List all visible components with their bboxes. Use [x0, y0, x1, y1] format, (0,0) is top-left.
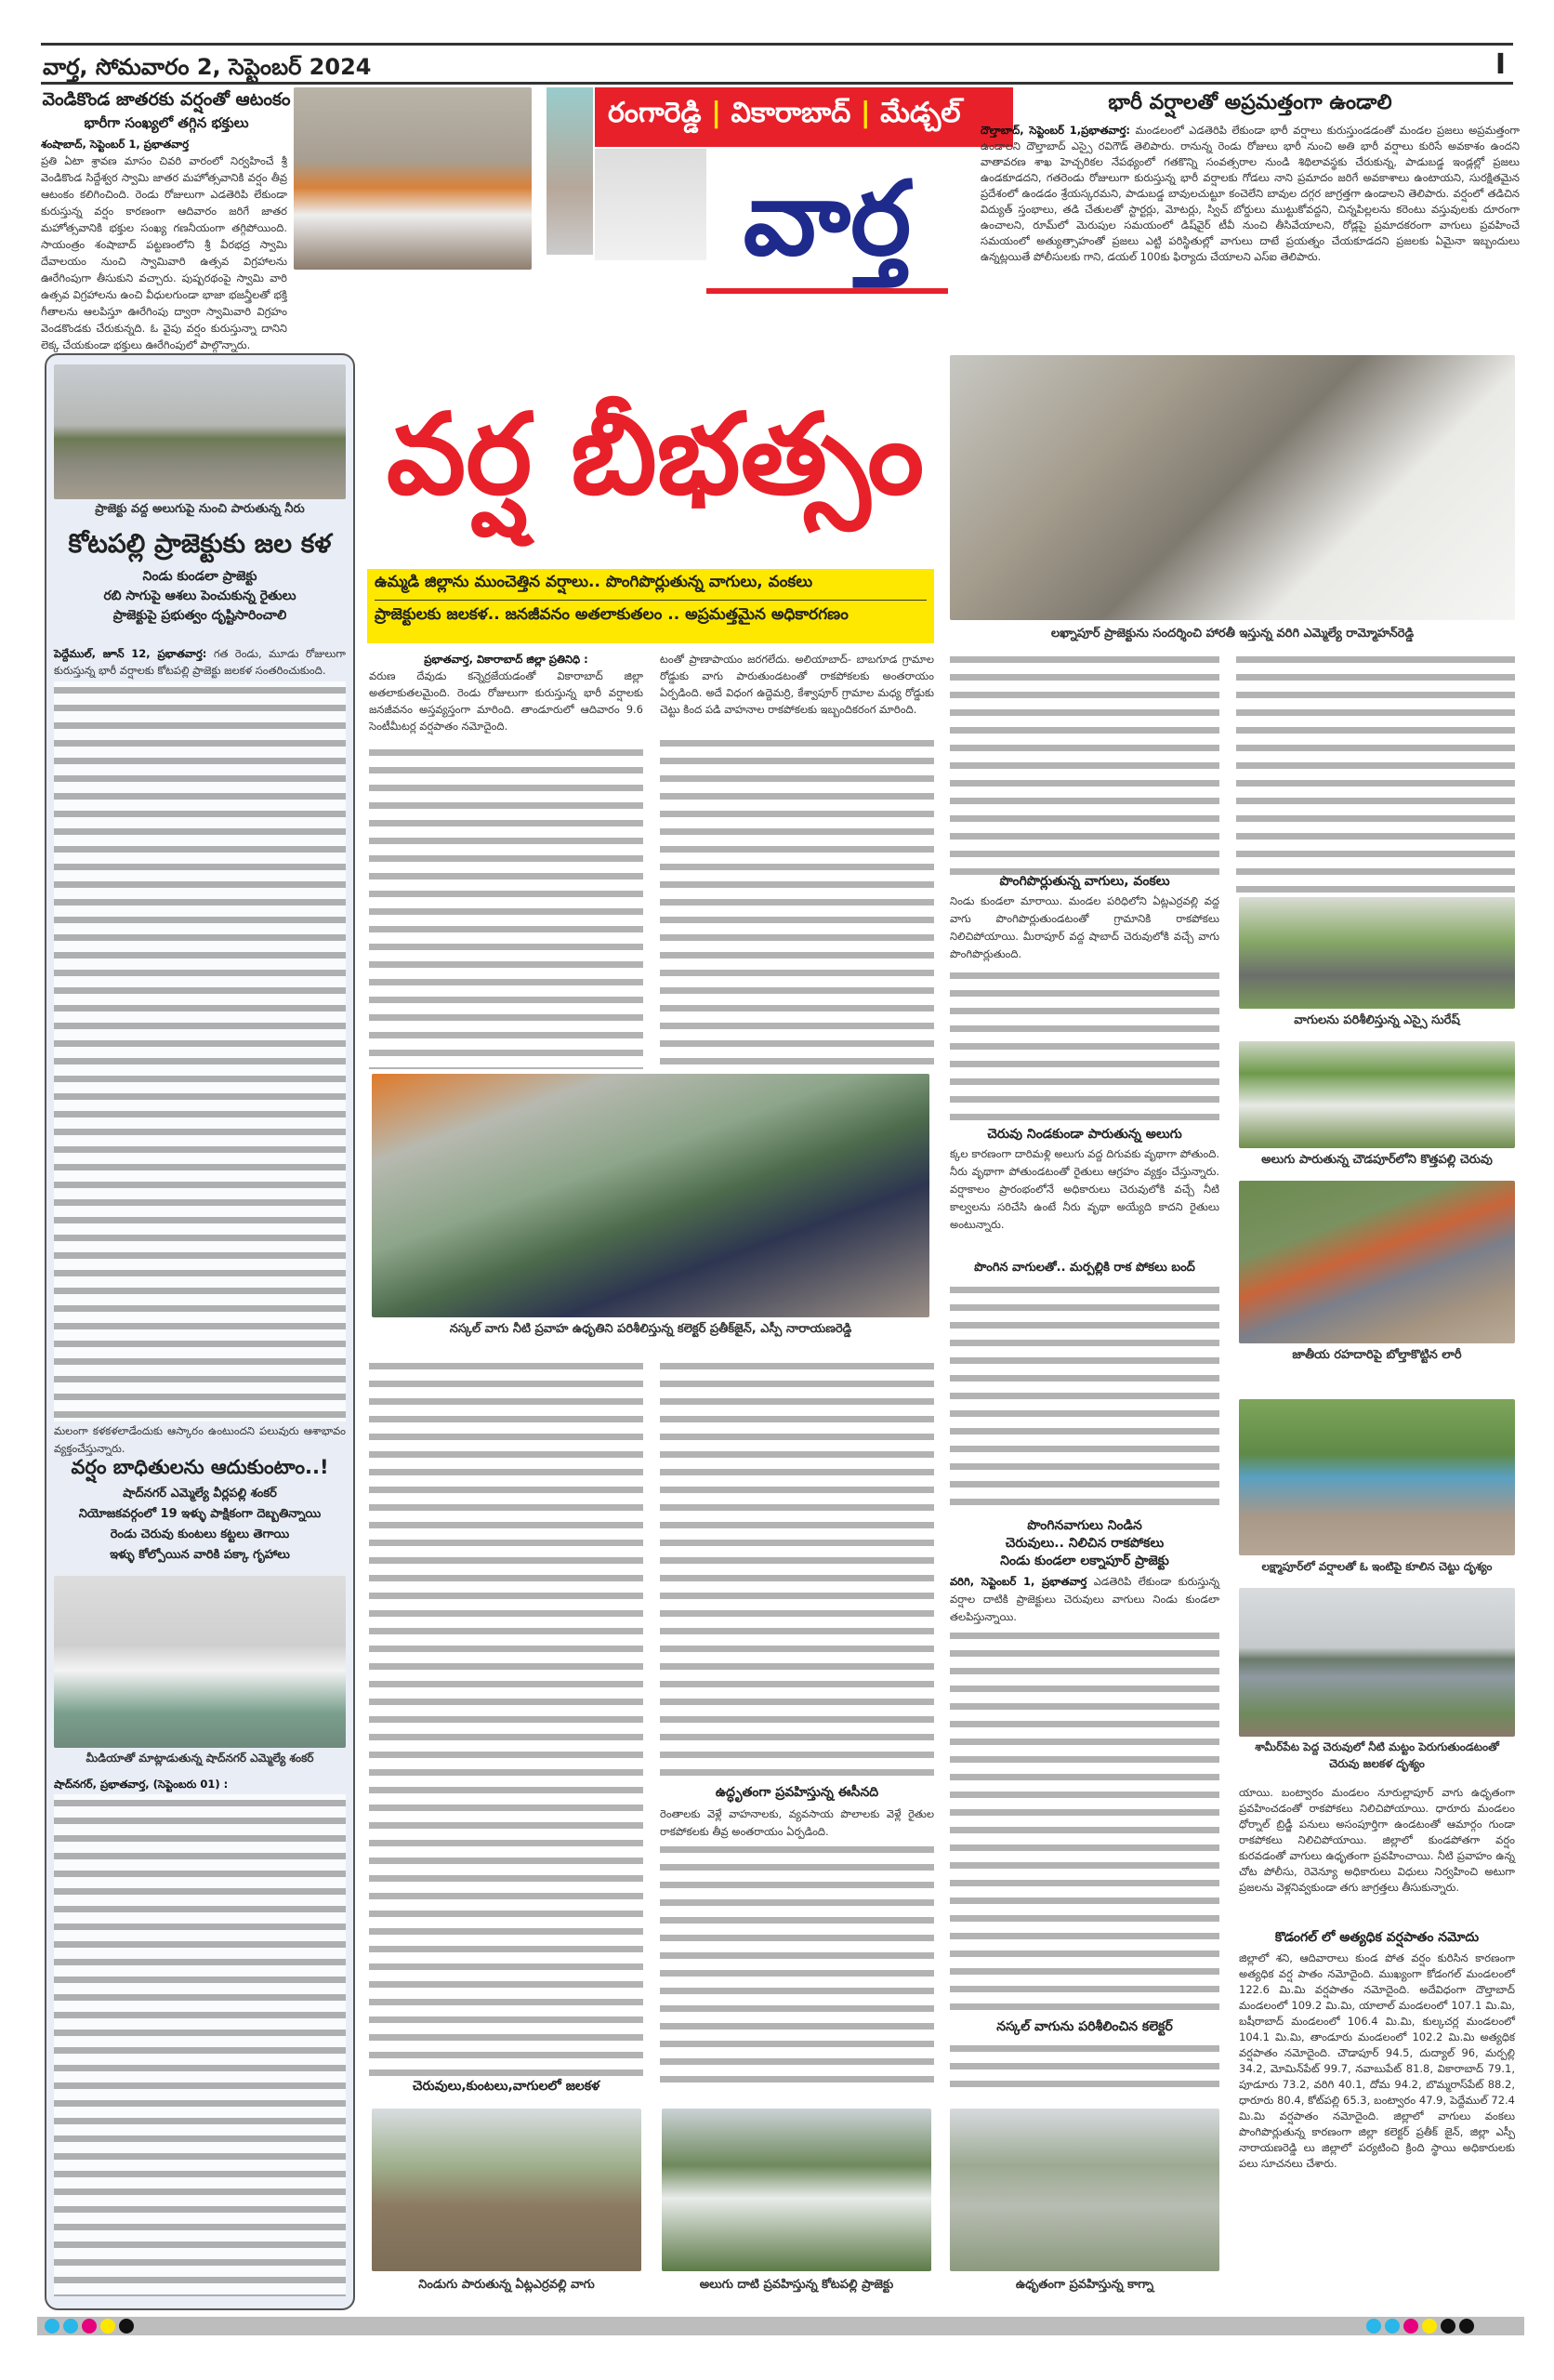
- si-suresh-photo: [1239, 897, 1515, 1009]
- article-vendikonda-body: [41, 136, 543, 353]
- body-text: వరుణ దేవుడు కన్నెర్రజేయడంతో వికారాబాద్ జిల్లా అతలాకుతలమైంది. రెండు రోజులుగా కురుస్తున్న భారీ వర్షాలకు జనజీవనం అస్తవ్యస్తంగా మారింది. తాండూరులో ఆదివారం 9.6 సెంటీమీటర్ల వర్షపాతం నమోదైంది.: [369, 669, 643, 733]
- page-marker: I: [1495, 48, 1506, 81]
- dateline: దౌల్తాబాద్, సెప్టెంబర్ 1,ప్రభాతవార్త:: [981, 124, 1131, 137]
- body-text-block: [950, 2040, 1219, 2096]
- dateline: షాద్‌నగర్, ప్రభాతవార్త, (సెప్టెంబరు 01) :: [54, 1778, 229, 1791]
- dot: [1366, 2319, 1381, 2334]
- dateline-header: వార్త, సోమవారం 2, సెప్టెంబర్ 2024: [43, 54, 372, 80]
- body-text: మలంగా కళకళలాడేందుకు ఆస్కారం ఉంటుందని పలువురు ఆశాభావం వ్యక్తంచేస్తున్నారు.: [54, 1424, 346, 1455]
- dot: [1385, 2319, 1400, 2334]
- photo-caption: లఖ్నాపూర్ ప్రాజెక్టును సందర్శించి హారతీ ఇస్తున్న వరిగి ఎమ్మెల్యే రామ్మోహన్‌రెడ్డి: [1050, 627, 1415, 641]
- kagna-river-photo: [950, 2109, 1219, 2271]
- body-text: మండలంలో ఎడతెరిపి లేకుండా భారీ వర్షాలు కురుస్తుండడంతో మండల ప్రజలు అప్రమత్తంగా ఉండాలని దౌల్తాబాద్ ఎస్సై రవిగౌడ్ తెలిపారు. రానున్న రెండు రోజులు భారీ నుంచి అతి భారీ వర్షాలు కురిసే అవకాశం ఉందని వాతావరణ శాఖ హెచ్చరికల నేపథ్యంలో గతకొన్ని సంవత్సరాల నుండి శిథిలావస్థకు చేరుకున్న, పాడుబడ్డ ఇండ్లల్లో ప్రజలు ఉండకూడదని, గతరెండు రోజులుగా కురుస్తున్న భారీ వర్షాలకు గోడలు నాని ప్రమాదం జరిగే అవకాశాలు ఉంటాయని, సురక్షితమైన ప్రదేశంలో ఉండడం శ్రేయస్కరమని, పాడుబడ్డ బావులచుట్టూ కంచెలేని బావుల దగ్గర జాగ్రత్తగా ఉండాలని తెలిపారు. వర్షంలో తడిచిన విద్యుత్ స్తంభాలు, తడి చేతులతో స్టార్టర్లు, మోటర్లు, స్విచ్ బోర్డులు ముట్టుకోవద్దని, చిన్నపిల్లలను కరెంటు వస్తువులకు దూరంగా ఉంచాలని, రూమ్‌లో మెరుపుల సమయంలో డిష్‌వైర్ టీవీ నుంచి తీసివేయాలని, రోడ్లపై ప్రమాదకరంగా వాగులు ప్రవహించే సమయంలో అత్యుత్సాహంతో ప్రజలు ఎట్టి పరిస్థితుల్లో వాగులు దాటే ప్రయత్నం చేయకూడదని ప్రజలకు ఏమైనా ఇబ్బందులు ఉన్నట్లయితే పోలీసులకు గాని, డయల్ 100కు ఫిర్యాదు చేయాలని ఎస్ఐ తెలిపారు.: [981, 124, 1521, 263]
- photo-caption: ఉధృతంగా ప్రవహిస్తున్న కాగ్నా: [1015, 2278, 1154, 2292]
- main-body-col2: టంతో ప్రాణాపాయం జరగలేదు. అలియాబాద్- బాబగూడ గ్రామాల రోడ్డుకు వాగు పారుతుండటంతో రాకపోకలకు అంతరాయం ఏర్పడింది. అదే విధంగ ఉద్దెమర్రి, కేశ్వాపూర్ గ్రామాల మధ్య రోడ్డుకు చెట్టు కింద పడి వాహనాల రాకపోకలకు ఇబ్బందికరంగ మారింది.: [660, 653, 934, 716]
- body-text-block: [950, 967, 1219, 1125]
- body-text-block: [1236, 651, 1515, 892]
- body-text: రెంతాలకు వెళ్లే వాహనాలకు, వ్యవసాయ పొలాలకు వెళ్లే రైతుల రాకపోకలకు తీవ్ర అంతరాయం ఏర్పడింది.: [660, 1807, 934, 1838]
- header-rule: [41, 82, 1513, 85]
- body-text-block: [54, 681, 346, 1421]
- photo-caption: లక్ష్మాపూర్‌లో వర్షాలతో ఓ ఇంటిపై కూలిన చెట్టు దృశ్యం: [1261, 1560, 1493, 1573]
- dot: [1403, 2319, 1418, 2334]
- kothapalli-cheruvu-photo: [1239, 1041, 1515, 1148]
- article-title: వర్షం బాధితులను ఆదుకుంటాం..!: [71, 1456, 329, 1478]
- subhead: పొంగినవాగులు నిండిన: [1027, 1518, 1142, 1533]
- headline-deck: [367, 569, 934, 643]
- subhead: పొంగిపొర్లుతున్న వాగులు, వంకలు: [999, 874, 1170, 889]
- article-apramattam: [981, 91, 1520, 265]
- subhead: రబి సాగుపై ఆశలు పెంచుకున్న రైతులు: [103, 588, 296, 603]
- article-subtitle: భారీగా సంఖ్యలో తగ్గిన భక్తులు: [84, 114, 249, 131]
- dot: [1441, 2319, 1455, 2334]
- subhead-lakhnapur: [950, 1517, 1219, 1570]
- body-text-block: [369, 744, 643, 1069]
- deck-line: ఉమ్మడి జిల్లాను ముంచెత్తిన వర్షాలు.. పొంగిపొర్లుతున్న వాగులు, వంకలు: [375, 573, 927, 601]
- body-text: గత రెండు, మూడు రోజులుగా కురుస్తున్న భారీ వర్షాలకు కోటపల్లి ప్రాజెక్టు జలకళ సంతరించుకుంది.: [54, 647, 346, 677]
- article-vendikonda: [41, 89, 292, 135]
- body-text: ఎడతెరిపి లేకుండా కురుస్తున్న వర్షాల దాటికి ప్రాజెక్టులు చెరువులు వాగులు నిండు కుండలా తలపిస్తున్నాయి.: [950, 1575, 1219, 1623]
- subhead: ఇళ్ళు కోల్పోయిన వారికి పక్కా గృహాలు: [110, 1548, 290, 1562]
- article-title: భారీ వర్షాలతో అప్రమత్తంగా ఉండాలి: [1108, 91, 1392, 114]
- shamirpet-lake-photo: [1239, 1588, 1515, 1737]
- subhead: నిండు కుండలా లక్నాపూర్ ప్రాజెక్టు: [1000, 1554, 1169, 1568]
- shadnagar-dateline-wrap: [54, 1776, 346, 1793]
- dot: [45, 2319, 59, 2334]
- dot: [1422, 2319, 1437, 2334]
- mla-press-photo: [54, 1576, 346, 1748]
- dateline: ప్రభాతవార్త, వికారాబాద్ జిల్లా ప్రతినిధి :: [424, 653, 588, 666]
- photo-caption: అలుగు పారుతున్న చౌడపూర్‌లోని కొత్తపల్లి చెరువు: [1261, 1153, 1493, 1167]
- region-banner: రంగారెడ్డి | వికారాబాద్ | మేడ్చల్: [595, 87, 1013, 147]
- dot: [63, 2319, 78, 2334]
- body-text-block: [54, 1794, 346, 2296]
- photo-caption: అలుగు దాటి ప్రవహిస్తున్న కోటపల్లి ప్రాజెక్టు: [699, 2278, 894, 2292]
- dateline: పెద్దేముల్, జూన్ 12, ప్రభాతవార్త:: [54, 647, 207, 660]
- subhead: రెండు చెరువు కుంటలు కట్టలు తెగాయి: [110, 1527, 290, 1541]
- subhead: ప్రాజెక్టుపై ప్రభుత్వం దృష్టిసారించాలి: [112, 608, 287, 623]
- kotapalli-overflow-photo: [662, 2109, 931, 2271]
- subhead: ఉద్ధృతంగా ప్రవహిస్తున్న ఈసీనది: [715, 1785, 879, 1800]
- subhead: కొడంగల్ లో అత్యధిక వర్షపాతం నమోదు: [1274, 1930, 1480, 1945]
- registration-dots-right: [1366, 2319, 1478, 2337]
- subhead: షాద్‌నగర్ ఎమ్మెల్యే వీర్లపల్లి శంకర్: [123, 1487, 277, 1501]
- body-text: ప్రతి ఏటా శ్రావణ మాసం చివరి వారంలో నిర్వహించే శ్రీ వెండికొండ సిద్దేశ్వర స్వామి జాతర మహోత్సవానికి వర్షం తీవ్ర ఆటంకం కలిగించింది. రెండు రోజులుగా ఎడతెరిపి లేకుండా కురుస్తున్న వర్షం కారణంగా ఆదివారం జరిగే జాతర మహోత్సవానికి భక్తుల సంఖ్య గణనీయంగా తగ్గిపోయింది. సాయంత్రం శంషాబాద్ పట్టణంలోని శ్రీ వీరభద్ర స్వామి దేవాలయం నుంచి స్వామివారి ఉత్సవ విగ్రహాలను ఊరేగింపుగా తీసుకుని వచ్చారు. పుష్పరథంపై స్వామి వారి ఉత్సవ విగ్రహాలను ఉంచి వీధులగుండా భాజా భజన్త్రీలతో భక్తి గీతాలను ఆలపిస్తూ ఊరేగింపు ద్వారా స్వామివారి విగ్రహం వెండకొండకు చేరుకున్నది. ఓ వైపు వర్షం కురుస్తున్నా దానిని లెక్క చేయకుండా భక్తులు ఊరేగింపులో పాల్గొన్నారు.: [41, 154, 287, 351]
- body-text-block: [660, 1841, 934, 2092]
- deck-line: ప్రాజెక్టులకు జలకళ.. జనజీవనం అతలాకుతలం .. అప్రమత్తమైన అధికారగణం: [375, 605, 849, 624]
- logo-underline: [706, 288, 948, 294]
- photo-caption: ప్రాజెక్టు వద్ద అలుగుపై నుంచి పారుతున్న నీరు: [95, 502, 305, 516]
- collector-inspection-photo: [372, 1074, 929, 1317]
- photo-caption: జాతీయ రహదారిపై బోల్తాకొట్టిన లారీ: [1292, 1348, 1462, 1362]
- photo-caption: శామీర్‌పేట పెద్ద చెరువులో నీటి మట్టం పెరుగుతుండటంతో చెరువు జలకళ దృశ్యం: [1255, 1740, 1499, 1770]
- logo-vaartha: వార్త: [743, 159, 912, 278]
- region-vikarabad: వికారాబాద్: [731, 97, 851, 129]
- body-text-block: [660, 734, 934, 1069]
- dateline: శంషాబాద్, సెప్టెంబర్ 1, ప్రభాతవార్త: [41, 138, 190, 151]
- jatara-photo: [294, 87, 532, 270]
- article-title: వెండికొండ జాతరకు వర్షంతో ఆటంకం: [42, 89, 291, 110]
- kotapalli-photo: [54, 364, 346, 499]
- main-headline: వర్ష బీభత్సం: [386, 390, 925, 520]
- kotapalli-body: [54, 645, 346, 679]
- body-text: నిండు కుండలా మారాయి. మండల పరిధిలోని ఏట్లఎర్రవల్లి వద్ద వాగు పొంగిపొర్లుతుండటంతో గ్రామానికి రాకపోకలు నిలిచిపోయాయి. మీరాపూర్ వద్ద షాబాద్ చెరువులోకి వచ్చే వాగు పొంగిపొర్లుతుంది.: [950, 894, 1219, 960]
- subhead: చెరువులు,కుంటలు,వాగులలో జలకళ: [412, 2079, 600, 2094]
- dot: [1459, 2319, 1474, 2334]
- region-medchal: మేడ్చల్: [880, 97, 961, 129]
- dot: [82, 2319, 97, 2334]
- subhead: నిండు కుండలా ప్రాజెక్టు: [142, 569, 257, 584]
- body-text-block: [950, 1281, 1219, 1514]
- subhead: నస్కల్ వాగును పరిశీలించిన కలెక్టర్: [996, 2019, 1173, 2034]
- fallen-tree-photo: [1239, 1399, 1515, 1555]
- dateline: వరిగి, సెప్టెంబర్ 1, ప్రభాతవార్త: [950, 1575, 1087, 1588]
- article-subheads: [51, 1484, 349, 1566]
- photo-caption: నస్కల్ వాగు నీటి ప్రవాహ ఉధృతిని పరిశీలిస్తున్న కలెక్టర్ ప్రతీక్‌జైన్, ఎస్పీ నారాయణరెడ్డి: [449, 1322, 852, 1336]
- body-text: యాయి. బంట్వారం మండలం నూరుల్లాపూర్ వాగు ఉధృతంగా ప్రవహించడంతో రాకపోకలు నిలిచిపోయాయి. ధారూరు మండలం ధోర్నాల్ బ్రిడ్జీ పనులు అసంపూర్తిగా ఉండటంతో ఆమార్గం గుండా రాకపోకలు నిలిచిపోయాయి. జిల్లాలో కుండపోతగా వర్షం కురవడంతో వాగులు ఉధృతంగా ప్రవహించాయి. నీటి ప్రవాహం ఉన్న చోట పోలీసు, రెవెన్యూ అధికారులు విధులు నిర్వహించి అటుగా ప్రజలను వెళ్లనివ్వకుండా తగు జాగ్రత్తలు తీసుకున్నారు.: [1239, 1786, 1515, 1894]
- subhead: చెరువు నిండకుండా పారుతున్న అలుగు: [987, 1127, 1182, 1142]
- lakhnapur-harati-photo: [950, 355, 1515, 620]
- rainfall-report: జిల్లాలో శని, ఆదివారాలు కుండ పోత వర్షం కురిసిన కారణంగా అత్యధిక వర్ష పాతం నమోదైంది. ముఖ్యంగా కోడంగల్ మండలంలో 122.6 మి.మి వర్షపాతం నమోదైంది. అదేవిధంగా దౌల్తాబాద్ మండలంలో 109.2 మి.మి, యాలాల్ మండలంలో 107.1 మి.మి, బషీరాబాద్ మండలంలో 106.4 మి.మి, కుల్కచర్ల మండలంలో 104.1 మి.మి, తాండూరు మండలంలో 102.2 మి.మి అత్యధిక వర్షపాతం నమోదైంది. చౌడాపూర్ 94.5, దుద్యాల్ 96, మర్పల్లి 34.2, మోమిన్‌పేట్ 99.7, నవాబుపేట్ 81.8, వికారాబాద్ 79.1, పూడూరు 73.2, వరిగి 40.1, దోమ 94.2, బొమ్మరాస్‌పేట్ 88.2, ధారూరు 80.4, కోట్‌పల్లి 65.3, బంట్వారం 47.9, పెద్దేముల్ 72.4 మి.మి వర్షపాతం నమోదైంది. జిల్లాలో వాగులు వంకలు పొంగిపొర్లుతున్న కారణంగా జిల్లా కలెక్టర్ ప్రతీక్ జైన్, జిల్లా ఎస్పీ నారాయణరెడ్డి లు జిల్లాలో పర్యటించి క్రింది స్థాయి అధికారులకు పలు సూచనలు చేశారు.: [1239, 1951, 1515, 2170]
- subhead: నియోజకవర్గంలో 19 ఇళ్ళు పాక్షికంగా దెబ్బతిన్నాయి: [78, 1507, 322, 1521]
- photo-caption: వాగులను పరిశీలిస్తున్న ఎస్సై సురేష్: [1294, 1013, 1460, 1027]
- photo-caption: మీడియాతో మాట్లాడుతున్న షాద్‌నగర్ ఎమ్మెల్యే శంకర్: [86, 1752, 314, 1765]
- etla-erravalli-photo: [372, 2109, 641, 2271]
- footer-bar: [37, 2317, 1524, 2335]
- registration-dots-left: [45, 2319, 138, 2337]
- subhead: పొంగిన వాగులతో.. మర్పల్లికి రాక పోకలు బంద్: [974, 1261, 1195, 1275]
- body-text-block: [369, 1357, 643, 2078]
- region-rangareddy: రంగారెడ్డి: [608, 97, 702, 129]
- article-title: కోటపల్లి ప్రాజెక్టుకు జల కళ: [68, 528, 332, 559]
- photo-caption: నిండుగు పారుతున్న ఏట్లఎర్రవల్లి వాగు: [418, 2278, 595, 2292]
- dot: [119, 2319, 134, 2334]
- main-body-col1: [369, 651, 643, 734]
- body-text-block: [950, 651, 1219, 879]
- temple-photo: [547, 87, 593, 255]
- article-subheads: [51, 567, 349, 626]
- body-text-block: [950, 1627, 1219, 2017]
- dot: [100, 2319, 115, 2334]
- body-text-block: [660, 1357, 934, 1780]
- body-text: క్కల కారణంగా దారిమళ్లి అలుగు వద్ద దిగువకు వృథాగా పోతుంది. నీరు వృథాగా పోతుండటంతో రైతులు ఆగ్రహం వ్యక్తం చేస్తున్నారు. వర్షాకాలం ప్రారంభంలోనే అధికారులు చెరువులోకి వచ్చే నీటి కాల్వలను సరిచేసి ఉంటే నీరు వృథా అయ్యేది కాదని రైతులు అంటున్నారు.: [950, 1147, 1219, 1231]
- top-rule: [41, 43, 1513, 46]
- subhead: చెరువులు.. నిలిచిన రాకపోకలు: [1005, 1536, 1165, 1551]
- overturned-lorry-photo: [1239, 1181, 1515, 1343]
